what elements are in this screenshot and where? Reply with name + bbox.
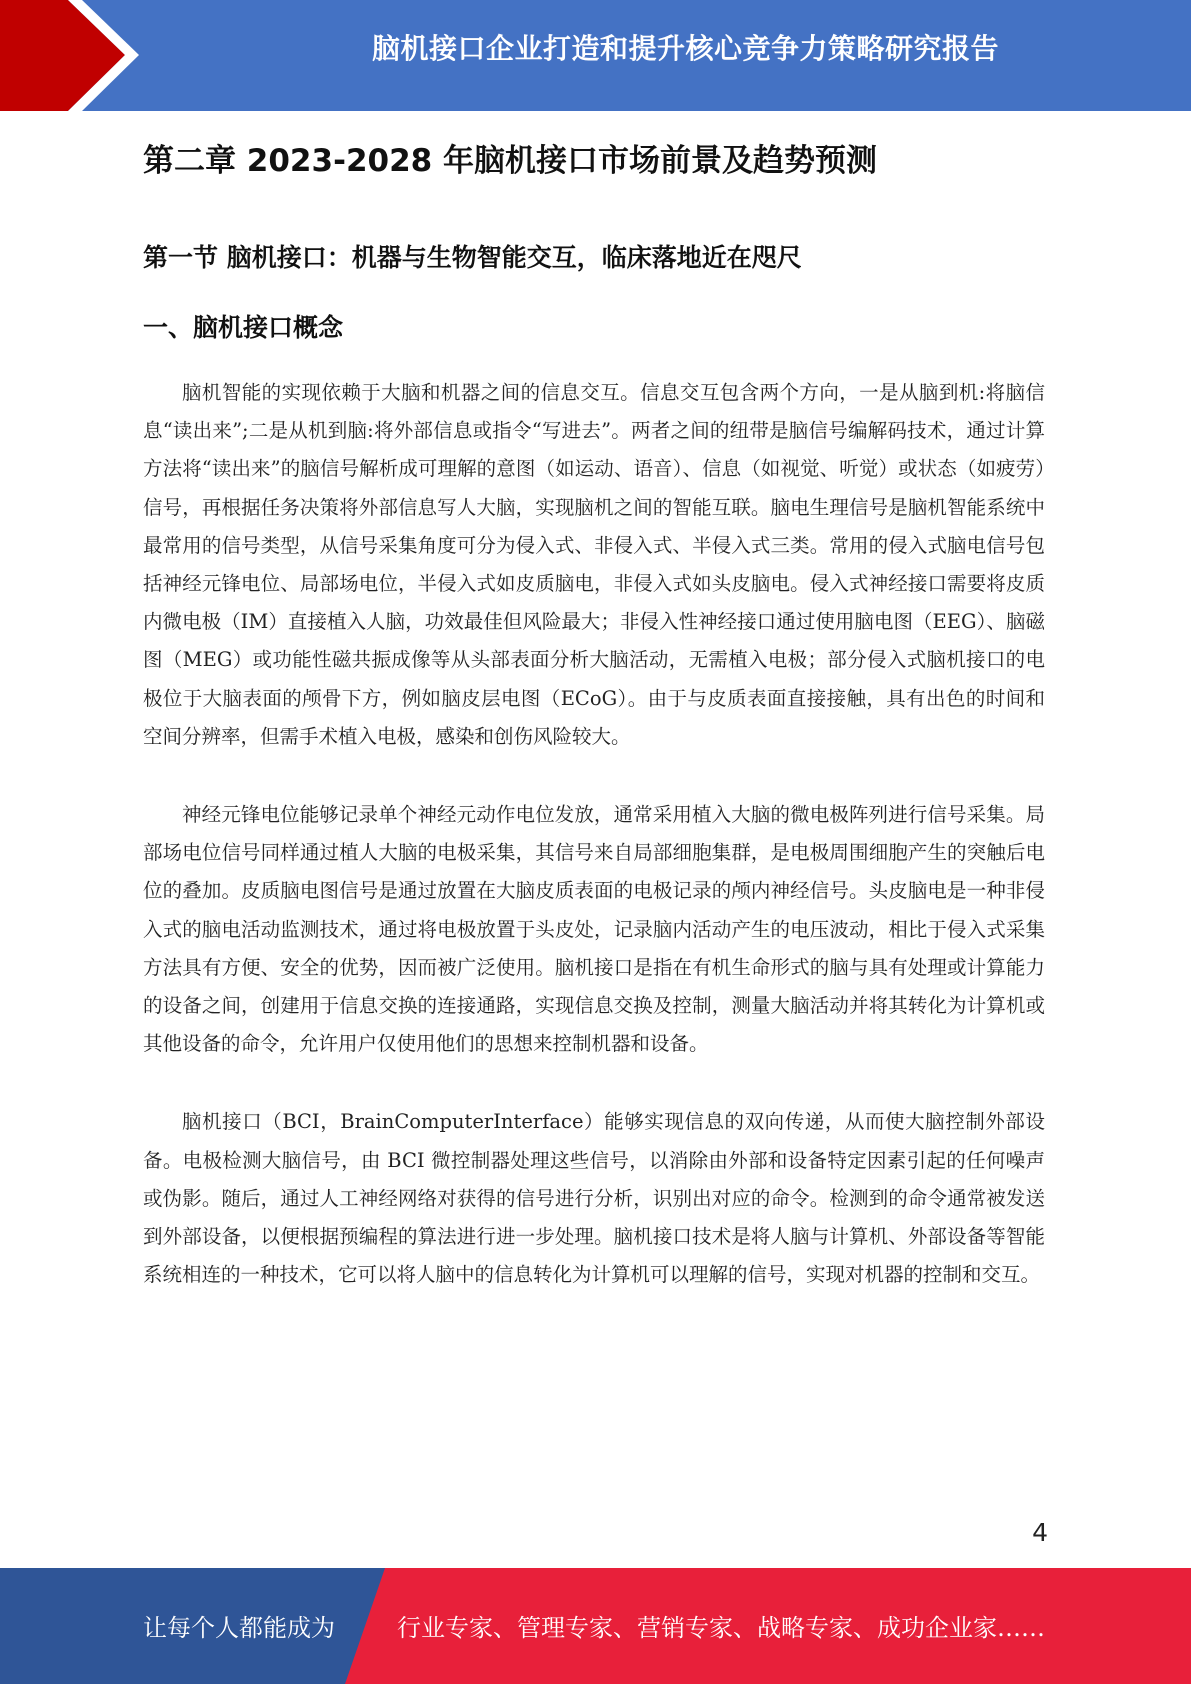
page-number: 4 — [1032, 1518, 1048, 1547]
subsection-title: 一、脑机接口概念 — [143, 313, 344, 342]
header-chevron-graphic — [0, 0, 160, 111]
document-body — [143, 130, 1045, 1294]
chapter-title: 第二章 2023-2028 年脑机接口市场前景及趋势预测 — [143, 143, 878, 179]
section-title: 第一节 脑机接口：机器与生物智能交互，临床落地近在咫尺 — [143, 243, 802, 272]
footer-banner — [0, 1568, 1191, 1684]
chevron-red-shape — [0, 0, 125, 111]
paragraph: 脑机接口（BCI，BrainComputerInterface）能够实现信息的双向传递，从而使大脑控制外部设备。电极检测大脑信号，由 BCI 微控制器处理这些信号，以消除由外部和设备特定因素引起的任何噪声或伪影。随后，通过人工神经网络对获得的信号进行分析，识别出对应的命令。检测到的命令通常被发送到外部设备，以便根据预编程的算法进行进一步处理。脑机接口技术是将人脑与计算机、外部设备等智能系统相连的一种技术，它可以将人脑中的信息转化为计算机可以理解的信号，实现对机器的控制和交互。 — [143, 1110, 1045, 1287]
paragraph: 神经元锋电位能够记录单个神经元动作电位发放，通常采用植入大脑的微电极阵列进行信号采集。局部场电位信号同样通过植人大脑的电极采集，其信号来自局部细胞集群，是电极周围细胞产生的突触后电位的叠加。皮质脑电图信号是通过放置在大脑皮质表面的电极记录的颅内神经信号。头皮脑电是一种非侵入式的脑电活动监测技术，通过将电极放置于头皮处，记录脑内活动产生的电压波动，相比于侵入式采集方法具有方便、安全的优势，因而被广泛使用。脑机接口是指在有机生命形式的脑与具有处理或计算能力的设备之间，创建用于信息交换的连接通路，实现信息交换及控制，测量大脑活动并将其转化为计算机或其他设备的命令，允许用户仅使用他们的思想来控制机器和设备。 — [143, 803, 1045, 1056]
header-banner — [0, 0, 1191, 111]
report-title: 脑机接口企业打造和提升核心竞争力策略研究报告 — [371, 32, 999, 65]
paragraph: 脑机智能的实现依赖于大脑和机器之间的信息交互。信息交互包含两个方向，一是从脑到机:将脑信息“读出来”;二是从机到脑:将外部信息或指令“写进去”。两者之间的纽带是脑信号编解码技术，通过计算方法将“读出来”的脑信号解析成可理解的意图（如运动、语音）、信息（如视觉、听觉）或状态（如疲劳）信号，再根据任务决策将外部信息写人大脑，实现脑机之间的智能互联。脑电生理信号是脑机智能系统中最常用的信号类型，从信号采集角度可分为侵入式、非侵入式、半侵入式三类。常用的侵入式脑电信号包括神经元锋电位、局部场电位，半侵入式如皮质脑电，非侵入式如头皮脑电。侵入式神经接口需要将皮质内微电极（IM）直接植入人脑，功效最佳但风险最大；非侵入性神经接口通过使用脑电图（EEG）、脑磁图（MEG）或功能性磁共振成像等从头部表面分析大脑活动，无需植入电极；部分侵入式脑机接口的电极位于大脑表面的颅骨下方，例如脑皮层电图（ECoG）。由于与皮质表面直接接触，具有出色的时间和空间分辨率，但需手术植入电极，感染和创伤风险较大。 — [143, 381, 1045, 748]
footer-slogan-right: 行业专家、管理专家、营销专家、战略专家、成功企业家…… — [397, 1614, 1045, 1642]
footer-slogan-left: 让每个人都能成为 — [143, 1614, 335, 1642]
